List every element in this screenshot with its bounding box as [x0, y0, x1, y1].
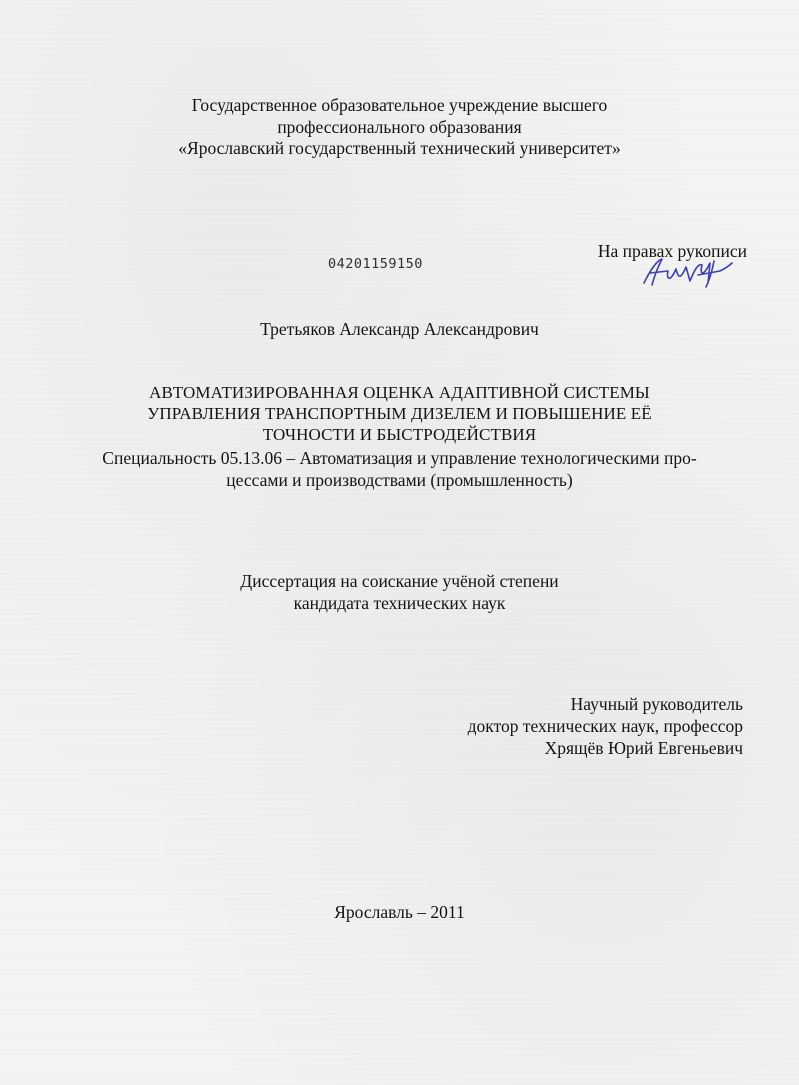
institution-line-2: профессионального образования: [277, 117, 522, 137]
dissertation-title-line-2: УПРАВЛЕНИЯ ТРАНСПОРТНЫМ ДИЗЕЛЕМ И ПОВЫШЕНИЕ ЕЁ: [147, 404, 652, 423]
dissertation-title-line-1: АВТОМАТИЗИРОВАННАЯ ОЦЕНКА АДАПТИВНОЙ СИСТЕМЫ: [149, 383, 650, 402]
specialty-line-2: цессами и производствами (промышленность): [226, 470, 573, 490]
registry-number-stamp: 04201159150: [328, 256, 423, 272]
city-year: Ярославль – 2011: [334, 902, 465, 922]
institution-line-3: «Ярославский государственный технический университет»: [178, 138, 621, 158]
specialty-line-1: Специальность 05.13.06 – Автоматизация и управление технологическими про-: [102, 448, 697, 468]
dissertation-title-line-3: ТОЧНОСТИ И БЫСТРОДЕЙСТВИЯ: [262, 425, 537, 444]
supervisor-label: Научный руководитель: [570, 694, 743, 714]
author-name: Третьяков Александр Александрович: [260, 319, 539, 339]
supervisor-name: Хрящёв Юрий Евгеньевич: [544, 738, 743, 758]
degree-line-2: кандидата технических наук: [293, 593, 506, 613]
degree-line-1: Диссертация на соискание учёной степени: [240, 571, 559, 591]
supervisor-rank: доктор технических наук, профессор: [467, 716, 743, 736]
manuscript-rights-note: На правах рукописи: [597, 241, 747, 261]
handwritten-signature-icon: [640, 253, 735, 291]
institution-line-1: Государственное образовательное учреждение высшего: [191, 95, 608, 115]
